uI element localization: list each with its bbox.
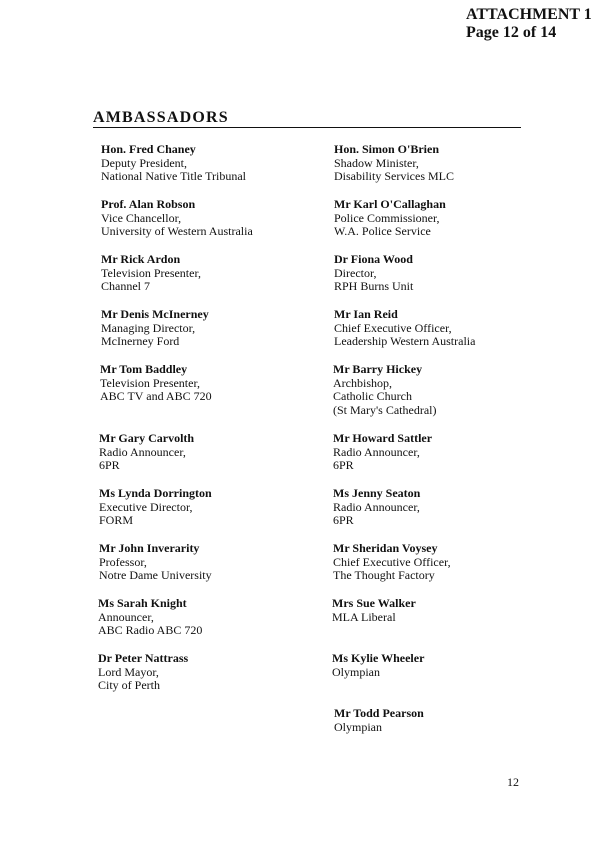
ambassador-name: Mr Sheridan Voysey xyxy=(333,541,438,555)
ambassador-name: Mrs Sue Walker xyxy=(332,596,416,610)
ambassador-entry xyxy=(332,652,424,679)
ambassador-name: Mr John Inverarity xyxy=(99,541,200,555)
ambassador-name: Ms Jenny Seaton xyxy=(333,486,421,500)
ambassador-entry xyxy=(334,198,446,239)
ambassador-organisation: 6PR xyxy=(99,458,120,473)
ambassador-role: Lord Mayor, xyxy=(98,664,159,679)
page-count-label: Page 12 of 14 xyxy=(466,24,557,41)
ambassador-name: Prof. Alan Robson xyxy=(101,197,196,211)
ambassador-role: Managing Director, xyxy=(101,320,196,335)
ambassador-role: Radio Announcer, xyxy=(333,499,420,514)
ambassador-organisation: FORM xyxy=(99,513,134,528)
ambassador-entry xyxy=(332,597,416,624)
ambassador-name: Mr Ian Reid xyxy=(334,307,398,321)
ambassador-role: Deputy President, xyxy=(101,155,187,170)
ambassador-name: Dr Peter Nattrass xyxy=(98,651,189,665)
ambassador-entry xyxy=(333,542,451,583)
ambassador-entry xyxy=(334,143,454,184)
ambassador-role: Announcer, xyxy=(98,609,154,624)
ambassador-role: Radio Announcer, xyxy=(333,444,420,459)
ambassador-organisation: University of Western Australia xyxy=(101,224,253,239)
ambassador-role: Professor, xyxy=(99,554,147,569)
ambassador-entry xyxy=(334,707,424,734)
ambassador-organisation: City of Perth xyxy=(98,678,160,693)
ambassador-role: Chief Executive Officer, xyxy=(334,320,452,335)
ambassador-role: Olympian xyxy=(334,719,382,734)
ambassador-organisation: McInerney Ford xyxy=(101,334,180,349)
ambassador-name: Ms Sarah Knight xyxy=(98,596,187,610)
ambassador-entry xyxy=(98,597,202,638)
attachment-label: ATTACHMENT 1 xyxy=(466,6,592,23)
ambassador-role: Executive Director, xyxy=(99,499,193,514)
ambassador-role: MLA Liberal xyxy=(332,609,396,624)
ambassador-organisation: The Thought Factory xyxy=(333,568,435,583)
ambassador-entry xyxy=(333,487,420,528)
ambassador-name: Mr Barry Hickey xyxy=(333,362,423,376)
ambassador-name: Mr Tom Baddley xyxy=(100,362,188,376)
ambassador-organisation: Leadership Western Australia xyxy=(334,334,476,349)
ambassador-organisation: ABC Radio ABC 720 xyxy=(98,623,203,638)
ambassador-organisation: W.A. Police Service xyxy=(334,224,431,239)
ambassador-organisation-detail: (St Mary's Cathedral) xyxy=(333,402,437,417)
ambassador-entry xyxy=(99,487,212,528)
ambassador-name: Ms Lynda Dorrington xyxy=(99,486,212,500)
ambassador-role: Television Presenter, xyxy=(101,265,201,280)
ambassador-name: Hon. Fred Chaney xyxy=(101,142,196,156)
ambassador-organisation: 6PR xyxy=(333,513,354,528)
ambassador-role: Chief Executive Officer, xyxy=(333,554,451,569)
ambassador-entry xyxy=(101,143,246,184)
ambassador-organisation: Catholic Church xyxy=(333,389,412,404)
ambassador-role: Vice Chancellor, xyxy=(101,210,182,225)
ambassador-name: Mr Karl O'Callaghan xyxy=(334,197,446,211)
ambassador-role: Archbishop, xyxy=(333,375,392,390)
ambassador-entry xyxy=(98,652,188,693)
ambassador-entry xyxy=(333,432,432,473)
ambassador-organisation: Notre Dame University xyxy=(99,568,212,583)
ambassador-entry xyxy=(99,432,194,473)
ambassador-entry xyxy=(333,363,436,417)
ambassador-entry xyxy=(101,253,201,294)
attachment-header xyxy=(466,6,592,42)
ambassador-name: Mr Todd Pearson xyxy=(334,706,424,720)
ambassador-organisation: RPH Burns Unit xyxy=(334,279,414,294)
page-number: 12 xyxy=(507,775,519,789)
ambassador-role: Police Commissioner, xyxy=(334,210,440,225)
ambassador-name: Mr Gary Carvolth xyxy=(99,431,195,445)
ambassador-name: Dr Fiona Wood xyxy=(334,252,413,266)
ambassador-entry xyxy=(334,253,413,294)
ambassador-role: Television Presenter, xyxy=(100,375,200,390)
ambassador-organisation: 6PR xyxy=(333,458,354,473)
ambassador-entry xyxy=(101,308,209,349)
ambassador-name: Mr Rick Ardon xyxy=(101,252,181,266)
ambassador-name: Ms Kylie Wheeler xyxy=(332,651,425,665)
ambassador-name: Mr Denis McInerney xyxy=(101,307,209,321)
ambassador-organisation: ABC TV and ABC 720 xyxy=(100,389,212,404)
section-title: AMBASSADORS xyxy=(93,109,229,126)
ambassador-organisation: Channel 7 xyxy=(101,279,150,294)
ambassador-entry xyxy=(101,198,253,239)
ambassador-name: Mr Howard Sattler xyxy=(333,431,433,445)
ambassador-organisation: National Native Title Tribunal xyxy=(101,169,247,184)
ambassador-name: Hon. Simon O'Brien xyxy=(334,142,440,156)
ambassador-organisation: Disability Services MLC xyxy=(334,169,454,184)
ambassador-role: Radio Announcer, xyxy=(99,444,186,459)
ambassador-entry xyxy=(334,308,475,349)
ambassador-role: Shadow Minister, xyxy=(334,155,419,170)
ambassador-role: Director, xyxy=(334,265,377,280)
ambassador-entry xyxy=(100,363,212,404)
section-divider xyxy=(93,127,521,128)
ambassador-role: Olympian xyxy=(332,664,380,679)
ambassador-entry xyxy=(99,542,212,583)
